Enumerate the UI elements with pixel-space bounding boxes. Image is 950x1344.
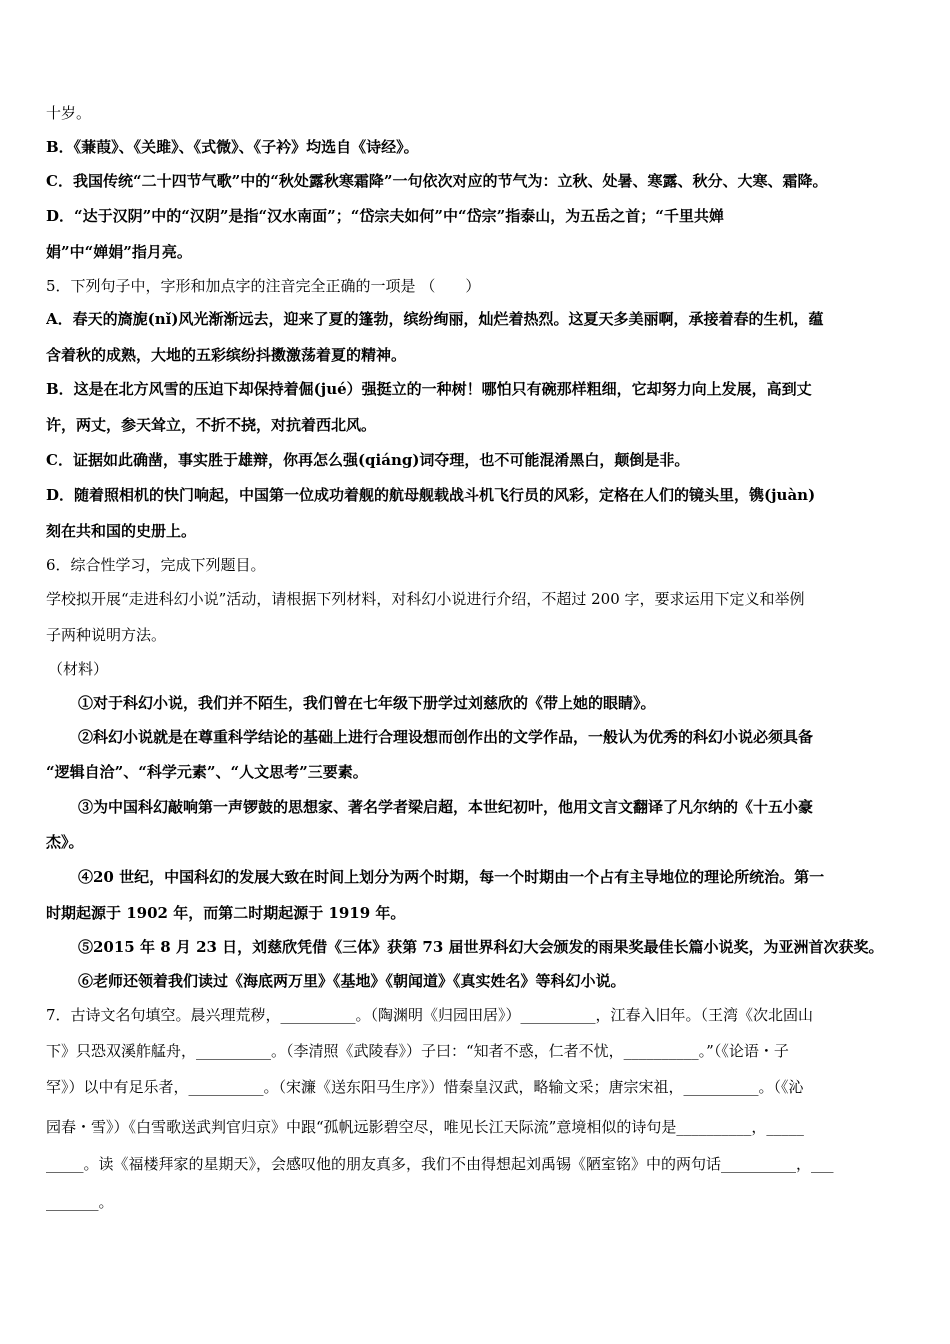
option-d-line-1: D．“达于汉阴”中的“汉阴”是指“汉水南面”；“岱宗夫如何”中“岱宗”指泰山，为五岳之首；“千里共婵 <box>46 207 724 225</box>
q5-option-b-line-1: B．这是在北方风雪的压迫下却保持着倔(jué）强挺立的一种树！哪怕只有碗那样粗细，它却努力向上发展，高到丈 <box>46 380 812 398</box>
q6-task-line-2: 子两种说明方法。 <box>46 626 167 644</box>
material-3-line-1: ③为中国科幻敲响第一声锣鼓的思想家、著名学者梁启超，本世纪初叶，他用文言文翻译了凡尔纳的《十五小豪 <box>78 798 814 816</box>
option-b-line: B．《蒹葭》、《关雎》、《式微》、《子衿》均选自《诗经》。 <box>46 138 419 156</box>
option-d-line-2: 娟”中“婵娟”指月亮。 <box>46 243 192 261</box>
material-heading: （材料） <box>48 660 109 678</box>
q5-option-a-line-1: A．春天的旖旎(nǐ)风光渐渐远去，迎来了夏的篷勃，缤纷绚丽，灿烂着热烈。这夏天多美丽啊，承接着春的生机，蕴 <box>46 310 824 328</box>
q5-option-b-line-2: 许，两丈，参天耸立，不折不挠，对抗着西北风。 <box>46 416 377 434</box>
line-1: 十岁。 <box>46 104 92 122</box>
material-4-line-1: ④20 世纪，中国科幻的发展大致在时间上划分为两个时期，每一个时期由一个占有主导地位的理论所统治。第一 <box>78 868 825 886</box>
material-2-line-2: “逻辑自洽”、“科学元素”、“人文思考”三要素。 <box>46 763 368 781</box>
material-5: ⑤2015 年 8 月 23 日，刘慈欣凭借《三体》获第 73 届世界科幻大会颁发的雨果奖最佳长篇小说奖，为亚洲首次获奖。 <box>78 938 884 956</box>
question-6-stem: 6．综合性学习，完成下列题目。 <box>46 556 266 574</box>
question-5-stem: 5．下列句子中，字形和加点字的注音完全正确的一项是 （ ） <box>46 277 481 295</box>
q5-option-d-line-1: D．随着照相机的快门响起，中国第一位成功着舰的航母舰载战斗机飞行员的风彩，定格在人们的镜头里，镌(juàn) <box>46 486 816 504</box>
question-7-line-2: 下》只恐双溪舴艋舟，__________。（李清照《武陵春》）子曰：“知者不惑，仁者不忧，__________。”（《论语・子 <box>46 1042 789 1060</box>
question-7-line-1: 7．古诗文名句填空。晨兴理荒秽，__________。（陶渊明《归园田居》）__________，江春入旧年。（王湾《次北固山 <box>46 1006 814 1024</box>
question-7-line-5: _____。读《福楼拜家的星期天》，会感叹他的朋友真多，我们不由得想起刘禹锡《陋室铭》中的两句话__________，___ <box>46 1155 834 1173</box>
material-1: ①对于科幻小说，我们并不陌生，我们曾在七年级下册学过刘慈欣的《带上她的眼睛》。 <box>78 694 656 712</box>
question-7-line-3: 罕》）以中有足乐者，__________。（宋濂《送东阳马生序》）惜秦皇汉武，略输文采；唐宗宋祖，__________。（《沁 <box>46 1078 804 1096</box>
question-7-line-6: _______。 <box>46 1193 114 1211</box>
q5-option-a-line-2: 含着秋的成熟，大地的五彩缤纷抖擞激荡着夏的精神。 <box>46 346 407 364</box>
material-6: ⑥老师还领着我们读过《海底两万里》《基地》《朝闻道》《真实姓名》等科幻小说。 <box>78 972 626 990</box>
q5-option-c-line: C．证据如此确凿，事实胜于雄辩，你再怎么强(qiáng)词夺理，也不可能混淆黑白，颠倒是非。 <box>46 451 690 469</box>
material-3-line-2: 杰》。 <box>46 833 84 851</box>
question-7-line-4: 园春・雪》）《白雪歌送武判官归京》中跟“孤帆远影碧空尽，唯见长江天际流”意境相似的诗句是__________，_____ <box>46 1118 804 1136</box>
option-c-line: C．我国传统“二十四节气歌”中的“秋处露秋寒霜降”一句依次对应的节气为：立秋、处暑、寒露、秋分、大寒、霜降。 <box>46 172 828 190</box>
material-2-line-1: ②科幻小说就是在尊重科学结论的基础上进行合理设想而创作出的文学作品，一般认为优秀的科幻小说必须具备 <box>78 728 814 746</box>
q6-task-line-1: 学校拟开展“走进科幻小说”活动，请根据下列材料，对科幻小说进行介绍，不超过 200 字，要求运用下定义和举例 <box>46 590 805 608</box>
q5-option-d-line-2: 刻在共和国的史册上。 <box>46 522 197 540</box>
material-4-line-2: 时期起源于 1902 年，而第二时期起源于 1919 年。 <box>46 904 406 922</box>
